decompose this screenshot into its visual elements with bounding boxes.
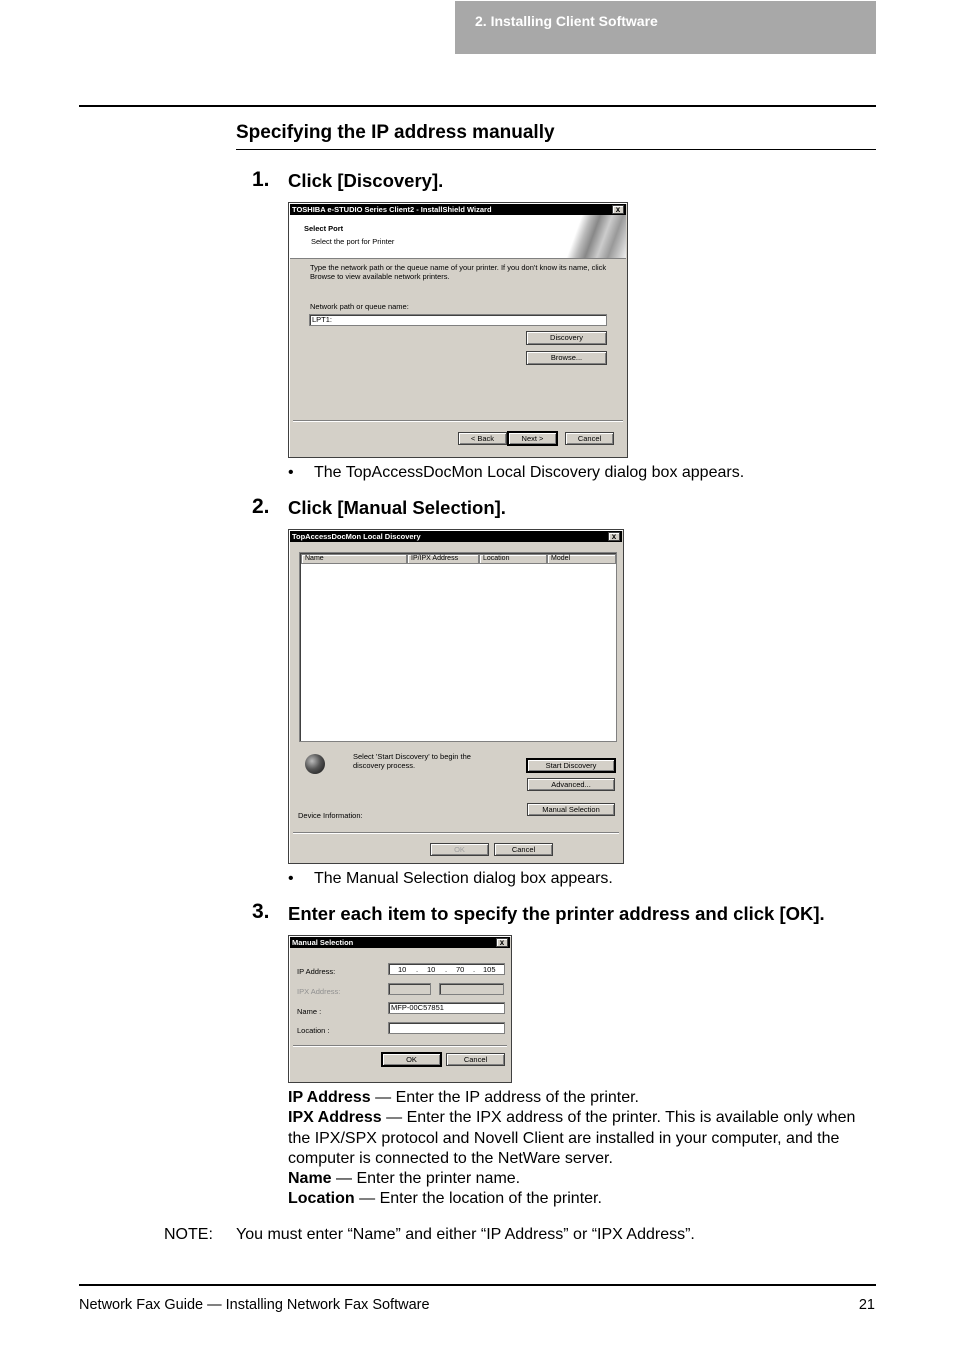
- ip-address-label: IP Address:: [297, 967, 336, 976]
- browse-button[interactable]: Browse...: [526, 351, 607, 365]
- footer-title: Network Fax Guide — Installing Network Fax Software: [79, 1297, 430, 1313]
- wizard-header: [290, 215, 626, 259]
- ipx-node-input: [439, 983, 504, 995]
- ipx-address-label: IPX Address:: [297, 987, 341, 996]
- column-header-name[interactable]: Name: [301, 554, 407, 564]
- location-input[interactable]: [388, 1022, 505, 1034]
- dialog1-title: TOSHIBA e-STUDIO Series Client2 - InstallShield Wizard: [292, 205, 492, 214]
- discovery-hint-line-2: discovery process.: [353, 761, 416, 770]
- note-label: NOTE:: [164, 1226, 213, 1243]
- dialog2-separator: [293, 832, 619, 834]
- instruction-line-1: Type the network path or the queue name of your printer. If you don't know its name, click: [310, 263, 607, 272]
- ip-dot-3: .: [473, 965, 476, 974]
- local-discovery-dialog: [288, 529, 624, 864]
- ok-button[interactable]: OK: [382, 1053, 441, 1066]
- desc-ip-address: [288, 1088, 878, 1108]
- ip-octet-1: 10: [398, 965, 407, 974]
- desc-text: — Enter the location of the printer.: [354, 1190, 602, 1208]
- printer-list[interactable]: [299, 552, 617, 742]
- page-number: 21: [858, 1297, 875, 1313]
- cancel-button[interactable]: Cancel: [446, 1053, 505, 1066]
- step-2-number: 2.: [252, 495, 270, 518]
- wizard-heading: Select Port: [304, 224, 344, 233]
- footer-rule: [79, 1284, 876, 1286]
- path-input[interactable]: LPT1:: [309, 314, 607, 326]
- desc-term: Name: [288, 1170, 332, 1188]
- desc-text: — Enter the IP address of the printer.: [370, 1089, 639, 1106]
- step-1-text: Click [Discovery].: [288, 170, 444, 191]
- desc-name: [288, 1169, 878, 1189]
- dialog1-titlebar[interactable]: [290, 204, 626, 215]
- step-2-result: The Manual Selection dialog box appears.: [314, 870, 613, 887]
- step-2-text: Click [Manual Selection].: [288, 497, 506, 518]
- dialog2-titlebar[interactable]: [290, 531, 622, 542]
- wizard-subheading: Select the port for Printer: [311, 237, 395, 246]
- step-3-text: Enter each item to specify the printer address and click [OK].: [288, 903, 825, 924]
- desc-location: [288, 1189, 878, 1209]
- chapter-tab: [455, 1, 876, 54]
- manual-selection-button[interactable]: Manual Selection: [527, 803, 615, 816]
- discovery-hint-line-1: Select 'Start Discovery' to begin the: [353, 752, 471, 761]
- path-label: Network path or queue name:: [310, 302, 409, 311]
- desc-term: IPX Address: [288, 1109, 382, 1127]
- cancel-button[interactable]: Cancel: [494, 843, 553, 856]
- ip-dot-2: .: [445, 965, 448, 974]
- location-label: Location :: [297, 1026, 330, 1035]
- column-header-model[interactable]: Model: [547, 554, 616, 564]
- wizard-graphic-icon: [550, 215, 626, 258]
- step-3-number: 3.: [252, 900, 270, 923]
- name-input[interactable]: MFP-00C57851: [388, 1002, 505, 1014]
- ipx-network-input: [388, 983, 431, 995]
- dialog2-title: TopAccessDocMon Local Discovery: [292, 532, 421, 541]
- dialog3-titlebar[interactable]: [290, 937, 510, 948]
- ip-octet-4: 105: [483, 965, 496, 974]
- step-1-bullet-icon: •: [288, 464, 294, 481]
- dialog1-close-icon[interactable]: x: [612, 205, 624, 214]
- dialog3-title: Manual Selection: [292, 938, 354, 947]
- step-1-result: The TopAccessDocMon Local Discovery dialog box appears.: [314, 464, 745, 481]
- instruction-line-2: Browse to view available network printers.: [310, 272, 450, 281]
- start-discovery-button[interactable]: Start Discovery: [527, 759, 615, 772]
- dialog1-separator: [293, 420, 623, 422]
- step-1-number: 1.: [252, 168, 270, 191]
- discovery-button[interactable]: Discovery: [526, 331, 607, 345]
- note-text: You must enter “Name” and either “IP Address” or “IPX Address”.: [236, 1226, 695, 1243]
- section-title: Specifying the IP address manually: [236, 122, 555, 143]
- ip-octet-2: 10: [427, 965, 436, 974]
- step-2-bullet-icon: •: [288, 870, 294, 887]
- dialog3-close-icon[interactable]: x: [496, 938, 508, 947]
- ip-octet-3: 70: [456, 965, 465, 974]
- advanced-button[interactable]: Advanced...: [527, 778, 615, 791]
- top-rule: [79, 105, 876, 107]
- back-button[interactable]: < Back: [458, 432, 507, 445]
- dialog3-separator: [293, 1045, 507, 1047]
- chapter-tab-label: 2. Installing Client Software: [475, 13, 658, 29]
- manual-selection-dialog: [288, 935, 512, 1083]
- ip-dot-1: .: [416, 965, 419, 974]
- desc-term: Location: [288, 1190, 355, 1208]
- installshield-wizard-dialog: [288, 202, 628, 458]
- name-label: Name :: [297, 1007, 322, 1016]
- ip-address-input[interactable]: [388, 963, 505, 975]
- globe-icon: [305, 754, 325, 774]
- ok-button[interactable]: OK: [430, 843, 489, 856]
- desc-term: IP Address: [288, 1089, 371, 1106]
- device-info-label: Device Information:: [298, 811, 363, 820]
- section-rule: [236, 149, 876, 150]
- column-header-location[interactable]: Location: [479, 554, 547, 564]
- column-header-address[interactable]: IP/IPX Address: [407, 554, 479, 564]
- desc-ipx-address: [288, 1108, 878, 1169]
- cancel-button[interactable]: Cancel: [565, 432, 614, 445]
- dialog2-close-icon[interactable]: x: [608, 532, 620, 541]
- field-descriptions: [288, 1088, 878, 1210]
- next-button[interactable]: Next >: [508, 432, 557, 445]
- desc-text: — Enter the IPX address of the printer. This is available only when the IPX/SPX protocol and Novell Client are installed in your computer, and the computer is connected to the NetWare server.: [288, 1109, 856, 1167]
- desc-text: — Enter the printer name.: [331, 1170, 521, 1188]
